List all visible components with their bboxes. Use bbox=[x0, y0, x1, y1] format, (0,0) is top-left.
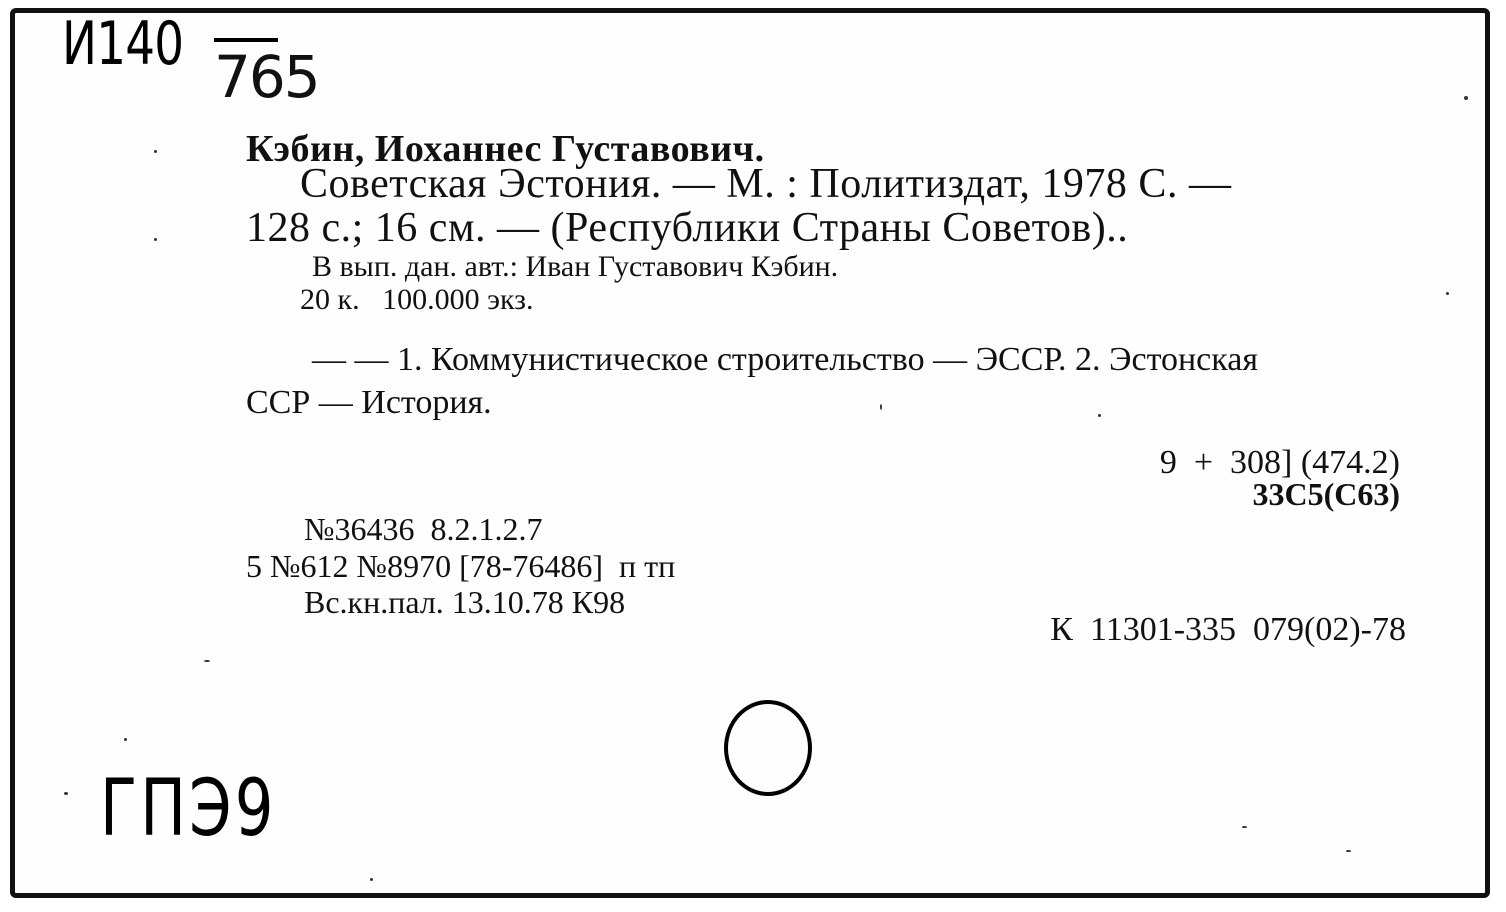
card-index-line: К 11301-335 079(02)-78 bbox=[1050, 611, 1406, 648]
handwritten-bottom-code: ГПЭ9 bbox=[100, 764, 277, 854]
dust-speck bbox=[154, 238, 157, 241]
dust-speck bbox=[64, 792, 68, 795]
dust-speck bbox=[880, 404, 882, 410]
card-subjects-line-2: ССР — История. bbox=[246, 384, 492, 421]
handwritten-shelf-number: И140 bbox=[62, 9, 184, 79]
dust-speck bbox=[1098, 414, 1101, 417]
card-classification-line-2: 33С5(С63) bbox=[1252, 476, 1400, 512]
dust-speck bbox=[1446, 292, 1449, 295]
card-number-line-2: 5 №612 №8970 [78-76486] п тп bbox=[246, 548, 676, 584]
handwritten-fraction-denominator: 765 bbox=[214, 43, 319, 111]
dust-speck bbox=[1346, 850, 1351, 852]
card-extent-line: 128 с.; 16 см. — (Республики Страны Советов).. bbox=[246, 205, 1129, 251]
dust-speck bbox=[154, 150, 157, 153]
handwritten-circle bbox=[724, 700, 812, 796]
card-note-line: В вып. дан. авт.: Иван Густавович Кэбин. bbox=[312, 250, 839, 283]
dust-speck bbox=[124, 738, 127, 741]
dust-speck bbox=[1464, 96, 1468, 100]
card-author: Кэбин, Иоханнес Густавович. bbox=[246, 128, 765, 170]
dust-speck bbox=[1242, 826, 1247, 828]
fraction-bar bbox=[214, 38, 278, 42]
card-subjects-line-1: — — 1. Коммунистическое строительство — ЭССР. 2. Эстонская bbox=[312, 341, 1259, 378]
card-classification-line-1: 9 + 308] (474.2) bbox=[1159, 444, 1400, 481]
dust-speck bbox=[204, 660, 210, 662]
card-number-line-1: №36436 8.2.1.2.7 bbox=[304, 511, 543, 547]
handwritten-fraction bbox=[210, 18, 340, 118]
card-number-line-3: Вс.кн.пал. 13.10.78 К98 bbox=[304, 584, 626, 620]
dust-speck bbox=[370, 878, 373, 881]
card-price-line: 20 к. 100.000 экз. bbox=[300, 283, 534, 316]
card-title-line: Советская Эстония. — М. : Политиздат, 1978 С. — bbox=[300, 161, 1232, 207]
